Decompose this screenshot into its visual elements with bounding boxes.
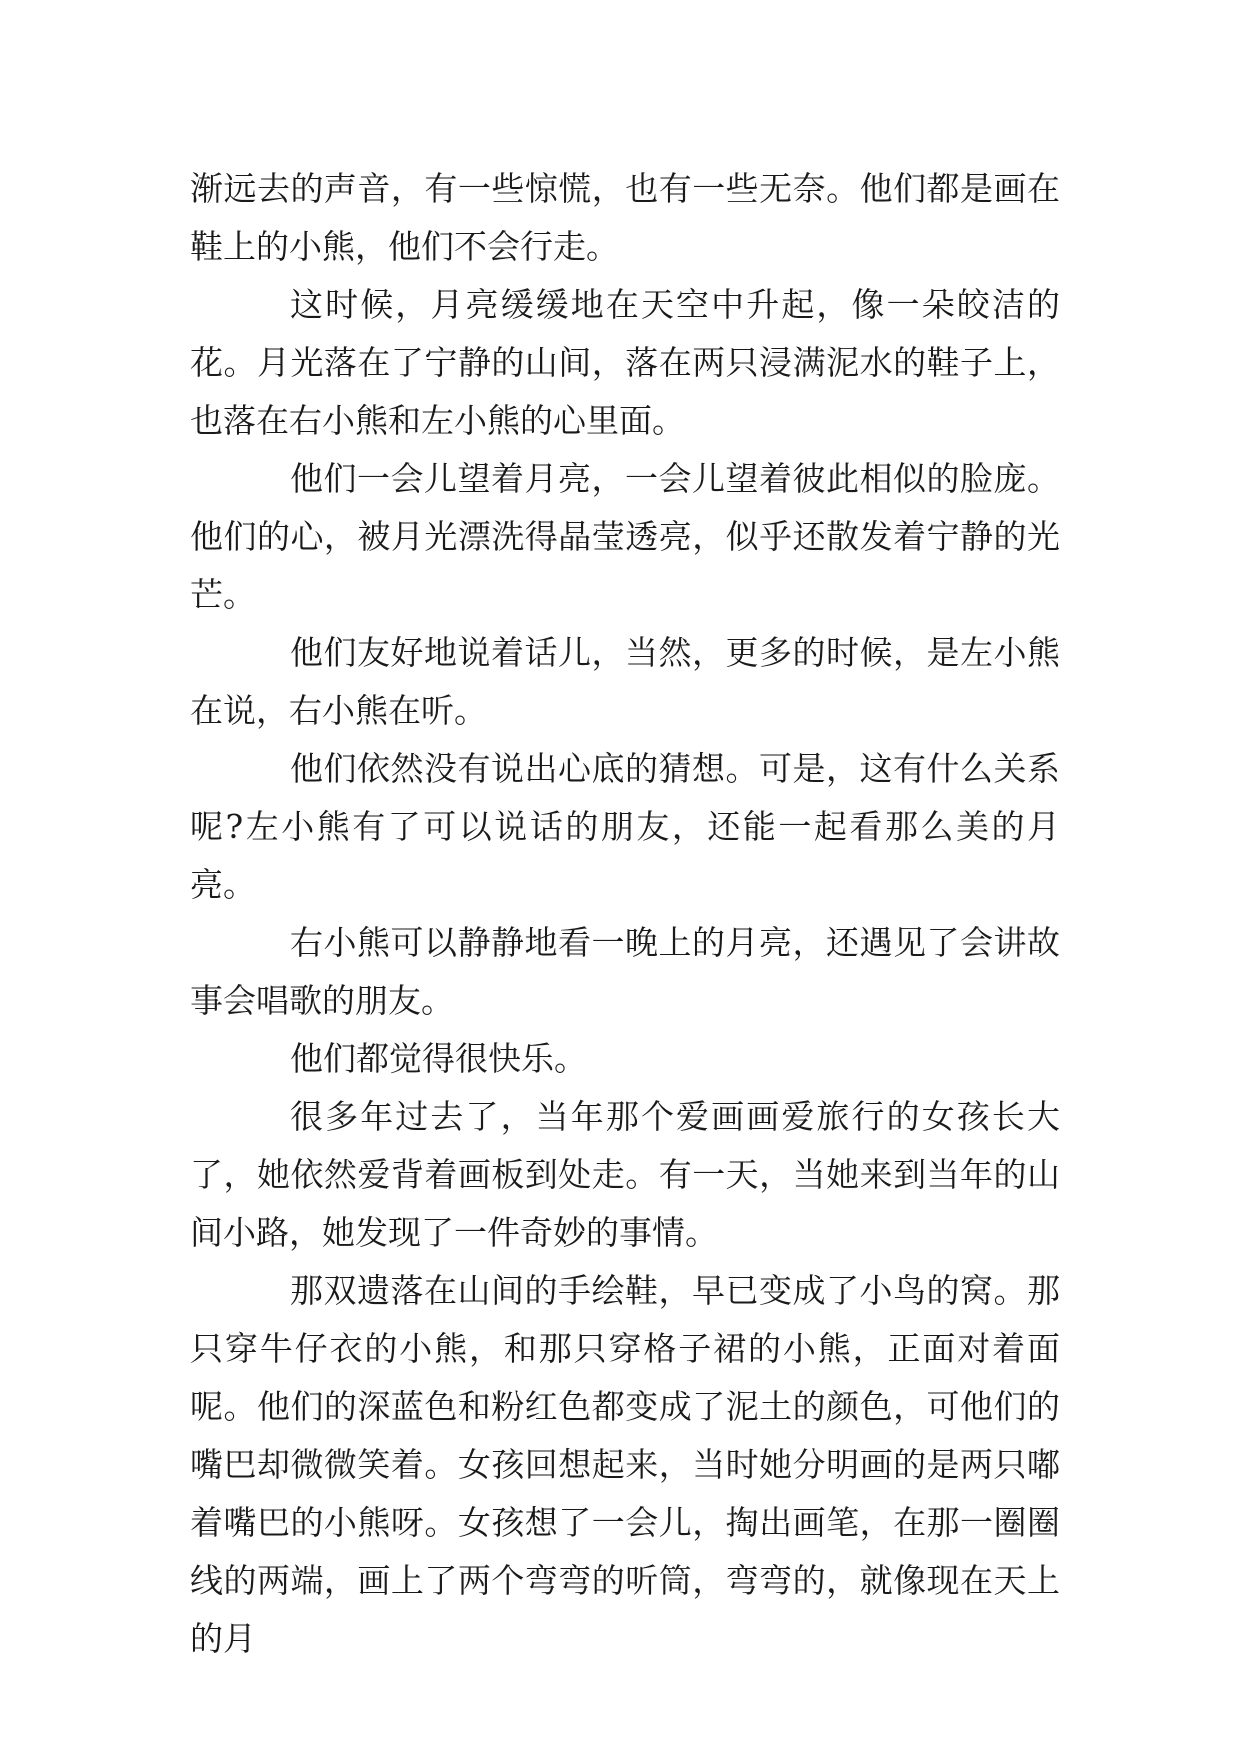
- paragraph-9: 那双遗落在山间的手绘鞋，早已变成了小鸟的窝。那只穿牛仔衣的小熊，和那只穿格子裙的小熊，正面对着面呢。他们的深蓝色和粉红色都变成了泥土的颜色，可他们的嘴巴却微微笑着。女孩回想起来，当时她分明画的是两只嘟着嘴巴的小熊呀。女孩想了一会儿，掏出画笔，在那一圈圈线的两端，画上了两个弯弯的听筒，弯弯的，就像现在天上的月: [190, 1271, 1060, 1658]
- paragraph-7: 他们都觉得很快乐。: [290, 1039, 587, 1078]
- paragraph-1: 渐远去的声音，有一些惊慌，也有一些无奈。他们都是画在鞋上的小熊，他们不会行走。: [190, 169, 1060, 266]
- paragraph-4: 他们友好地说着话儿，当然，更多的时候，是左小熊在说，右小熊在听。: [190, 633, 1060, 730]
- story-text-body: [190, 160, 1060, 1668]
- paragraph-6: 右小熊可以静静地看一晚上的月亮，还遇见了会讲故事会唱歌的朋友。: [190, 923, 1060, 1020]
- paragraph-5: 他们依然没有说出心底的猜想。可是，这有什么关系呢?左小熊有了可以说话的朋友，还能一起看那么美的月亮。: [190, 749, 1060, 904]
- paragraph-2: 这时候，月亮缓缓地在天空中升起，像一朵皎洁的花。月光落在了宁静的山间，落在两只浸满泥水的鞋子上，也落在右小熊和左小熊的心里面。: [190, 285, 1060, 440]
- paragraph-8: 很多年过去了，当年那个爱画画爱旅行的女孩长大了，她依然爱背着画板到处走。有一天，当她来到当年的山间小路，她发现了一件奇妙的事情。: [190, 1097, 1060, 1252]
- paragraph-3: 他们一会儿望着月亮，一会儿望着彼此相似的脸庞。他们的心，被月光漂洗得晶莹透亮，似乎还散发着宁静的光芒。: [190, 459, 1060, 614]
